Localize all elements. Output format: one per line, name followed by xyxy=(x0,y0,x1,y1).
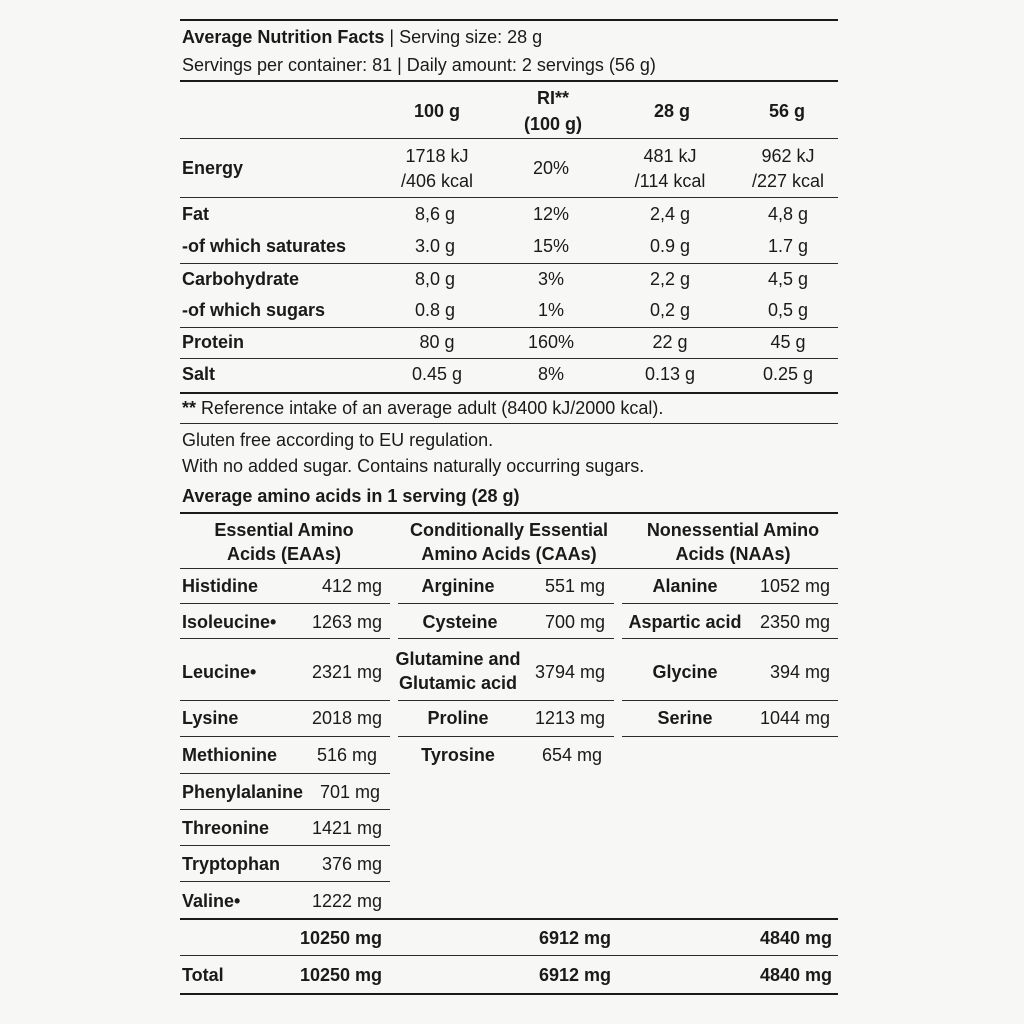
eaa-name-leucine: Leucine• xyxy=(182,662,257,682)
salt-ri: 8% xyxy=(537,364,565,384)
row-rule xyxy=(180,845,390,846)
naa-name-glycine: Glycine xyxy=(652,662,718,682)
caa-name-glutamic-acid: Glutamic acid xyxy=(398,673,518,693)
subtotal-rule xyxy=(180,918,838,920)
caa-value-cysteine: 700 mg xyxy=(544,612,605,632)
amino-header-rule xyxy=(180,568,838,569)
eaa-name-phenylalanine: Phenylalanine xyxy=(182,782,304,802)
caa-subtotal: 6912 mg xyxy=(538,928,611,948)
carbohydrate-100g: 8,0 g xyxy=(414,269,456,289)
row-label-carbohydrate: Carbohydrate xyxy=(182,269,300,289)
salt-56g: 0.25 g xyxy=(762,364,814,384)
protein-28g: 22 g xyxy=(652,332,688,352)
eaa-value-valine: 1222 mg xyxy=(311,891,382,911)
footnote-text: Reference intake of an average adult (8400 kJ/2000 kcal). xyxy=(201,398,664,418)
row-rule xyxy=(622,638,838,639)
caa-value-glutamine: 3794 mg xyxy=(534,662,605,682)
naa-value-alanine: 1052 mg xyxy=(759,576,830,596)
fat-ri: 12% xyxy=(532,204,570,224)
caa-header-2: Amino Acids (CAAs) xyxy=(421,544,597,564)
header-separator: | xyxy=(389,27,395,47)
row-rule xyxy=(180,809,390,810)
caa-total: 6912 mg xyxy=(538,965,611,985)
footnote-rule xyxy=(180,423,838,424)
row-rule xyxy=(180,881,390,882)
footnote-mark: ** xyxy=(182,398,197,418)
energy-100g-kcal: /406 kcal xyxy=(400,171,474,191)
caa-name-tyrosine: Tyrosine xyxy=(421,745,495,765)
reference-footnote xyxy=(182,396,663,420)
bullet-icon: • xyxy=(270,612,277,632)
eaa-name-histidine: Histidine xyxy=(182,576,259,596)
row-rule xyxy=(180,197,838,198)
sugar-note: With no added sugar. Contains naturally occurring sugars. xyxy=(182,456,645,476)
eaa-name-valine: Valine• xyxy=(182,891,241,911)
caa-name-proline: Proline xyxy=(427,708,489,728)
row-rule xyxy=(180,736,390,737)
naa-value-glycine: 394 mg xyxy=(769,662,830,682)
energy-56g-kcal: /227 kcal xyxy=(751,171,825,191)
bullet-icon: • xyxy=(234,891,241,911)
energy-56g-kj: 962 kJ xyxy=(761,146,815,166)
naa-value-aspartic-acid: 2350 mg xyxy=(759,612,830,632)
row-rule xyxy=(180,638,390,639)
row-rule xyxy=(398,603,614,604)
naa-name-alanine: Alanine xyxy=(652,576,718,596)
row-label-fat: Fat xyxy=(182,204,209,224)
row-label-sugars: -of which sugars xyxy=(182,300,326,320)
total-rule xyxy=(180,955,838,956)
top-rule xyxy=(180,19,838,21)
eaa-value-phenylalanine: 701 mg xyxy=(319,782,380,802)
caa-name-glutamine: Glutamine and xyxy=(395,649,521,669)
eaa-header-1: Essential Amino xyxy=(214,520,354,540)
eaa-value-lysine: 2018 mg xyxy=(311,708,382,728)
gluten-note: Gluten free according to EU regulation. xyxy=(182,430,494,450)
naa-total: 4840 mg xyxy=(759,965,832,985)
servings-line: Servings per container: 81 | Daily amount: 2 servings (56 g) xyxy=(182,55,656,75)
fat-56g: 4,8 g xyxy=(767,204,809,224)
row-rule xyxy=(622,736,838,737)
col-header-ri-basis: (100 g) xyxy=(523,114,583,134)
eaa-total: 10250 mg xyxy=(299,965,382,985)
row-label-salt: Salt xyxy=(182,364,216,384)
caa-header-1: Conditionally Essential xyxy=(409,520,609,540)
eaa-header-2: Acids (EAAs) xyxy=(226,544,342,564)
caa-name-cysteine: Cysteine xyxy=(422,612,498,632)
carbohydrate-56g: 4,5 g xyxy=(767,269,809,289)
amino-top-rule xyxy=(180,512,838,514)
energy-28g-kcal: /114 kcal xyxy=(634,171,706,191)
row-rule xyxy=(180,358,838,359)
naa-value-serine: 1044 mg xyxy=(759,708,830,728)
saturates-100g: 3.0 g xyxy=(414,236,456,256)
eaa-name-threonine: Threonine xyxy=(182,818,270,838)
eaa-value-isoleucine: 1263 mg xyxy=(311,612,382,632)
naa-name-aspartic-acid: Aspartic acid xyxy=(628,612,742,632)
salt-100g: 0.45 g xyxy=(411,364,463,384)
eaa-name-tryptophan: Tryptophan xyxy=(182,854,280,874)
col-header-28g: 28 g xyxy=(653,101,691,121)
sugars-ri: 1% xyxy=(537,300,565,320)
nutrition-header xyxy=(182,25,542,49)
eaa-subtotal: 10250 mg xyxy=(299,928,382,948)
naa-header-1: Nonessential Amino xyxy=(646,520,820,540)
caa-value-arginine: 551 mg xyxy=(544,576,605,596)
table-bottom-rule xyxy=(180,392,838,394)
row-rule xyxy=(180,700,390,701)
nutrition-title: Average Nutrition Facts xyxy=(182,27,385,47)
saturates-ri: 15% xyxy=(532,236,570,256)
serving-size: Serving size: 28 g xyxy=(399,27,543,47)
row-rule xyxy=(180,773,390,774)
eaa-value-threonine: 1421 mg xyxy=(311,818,382,838)
sugars-28g: 0,2 g xyxy=(649,300,691,320)
eaa-value-leucine: 2321 mg xyxy=(311,662,382,682)
energy-28g-kj: 481 kJ xyxy=(643,146,697,166)
row-rule xyxy=(180,263,838,264)
col-header-ri: RI** xyxy=(536,88,570,108)
row-rule xyxy=(622,700,838,701)
amino-title: Average amino acids in 1 serving (28 g) xyxy=(182,486,520,506)
fat-28g: 2,4 g xyxy=(649,204,691,224)
naa-name-serine: Serine xyxy=(657,708,713,728)
sugars-100g: 0.8 g xyxy=(414,300,456,320)
naa-subtotal: 4840 mg xyxy=(759,928,832,948)
caa-value-proline: 1213 mg xyxy=(534,708,605,728)
bottom-rule xyxy=(180,993,838,995)
eaa-value-methionine: 516 mg xyxy=(316,745,377,765)
row-label-protein: Protein xyxy=(182,332,245,352)
energy-ri: 20% xyxy=(532,158,570,178)
col-header-100g: 100 g xyxy=(413,101,461,121)
protein-ri: 160% xyxy=(527,332,575,352)
row-rule xyxy=(398,700,614,701)
bullet-icon: • xyxy=(250,662,257,682)
header-rule xyxy=(180,80,838,82)
eaa-name-isoleucine: Isoleucine• xyxy=(182,612,277,632)
naa-header-2: Acids (NAAs) xyxy=(675,544,791,564)
row-rule xyxy=(180,603,390,604)
col-header-56g: 56 g xyxy=(768,101,806,121)
protein-100g: 80 g xyxy=(419,332,455,352)
row-rule xyxy=(398,736,614,737)
eaa-value-histidine: 412 mg xyxy=(321,576,382,596)
caa-value-tyrosine: 654 mg xyxy=(541,745,602,765)
energy-100g-kj: 1718 kJ xyxy=(405,146,469,166)
caa-name-arginine: Arginine xyxy=(421,576,495,596)
fat-100g: 8,6 g xyxy=(414,204,456,224)
total-label: Total xyxy=(182,965,224,985)
salt-28g: 0.13 g xyxy=(644,364,696,384)
row-rule xyxy=(180,327,838,328)
saturates-28g: 0.9 g xyxy=(649,236,691,256)
carbohydrate-ri: 3% xyxy=(537,269,565,289)
eaa-name-lysine: Lysine xyxy=(182,708,239,728)
row-rule xyxy=(622,603,838,604)
protein-56g: 45 g xyxy=(770,332,806,352)
carbohydrate-28g: 2,2 g xyxy=(649,269,691,289)
eaa-name-methionine: Methionine xyxy=(182,745,277,765)
row-label-saturates: -of which saturates xyxy=(182,236,347,256)
saturates-56g: 1.7 g xyxy=(767,236,809,256)
eaa-value-tryptophan: 376 mg xyxy=(321,854,382,874)
nutrition-header-rule xyxy=(180,138,838,139)
row-label-energy: Energy xyxy=(182,158,244,178)
row-rule xyxy=(398,638,614,639)
sugars-56g: 0,5 g xyxy=(767,300,809,320)
